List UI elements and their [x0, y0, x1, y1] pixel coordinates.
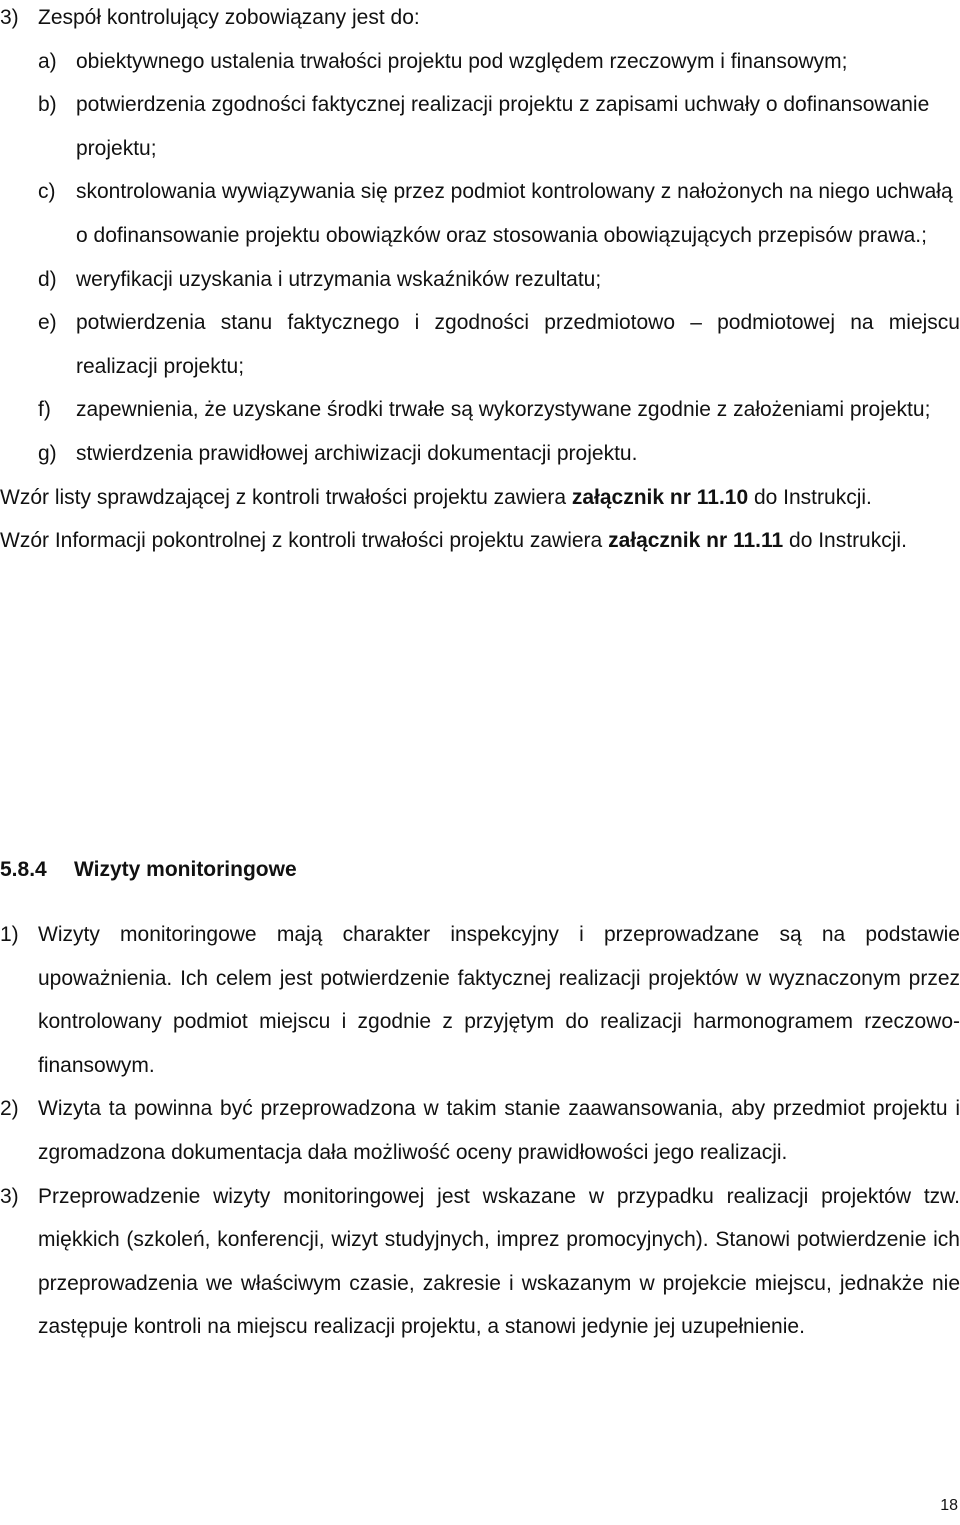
item-text: Zespół kontrolujący zobowiązany jest do: [38, 6, 420, 29]
sub-item-text: stwierdzenia prawidłowej archiwizacji dokumentacji projektu. [76, 441, 638, 465]
sub-item-marker: b) [38, 93, 57, 117]
sub-item-text: zapewnienia, że uzyskane środki trwałe są wykorzystywane zgodnie z założeniami projektu; [76, 398, 931, 422]
sub-item-marker: f) [38, 398, 51, 422]
item-marker: 3) [0, 6, 19, 29]
sub-item-d [0, 258, 960, 302]
control-team-section [0, 0, 960, 563]
attachment-reference: załącznik nr 11.10 [571, 485, 749, 509]
section-heading [0, 848, 297, 892]
paragraph-text: do Instrukcji. [783, 529, 907, 553]
sub-item-text: skontrolowania wywiązywania się przez podmiot kontrolowany z nałożonych na niego uchwałą o dofinansowanie projektu obowiązków oraz stosowania obowiązujących przepisów prawa.; [76, 180, 953, 247]
numbered-item-3 [0, 0, 960, 40]
item-text: Wizyty monitoringowe mają charakter inspekcyjny i przeprowadzane są na podstawie upoważnienia. Ich celem jest potwierdzenie faktycznej realizacji projektów w wyznaczonym przez kontrolowany podmiot miejscu i zgodnie z przyjętym do realizacji harmonogramem rzeczowo-finansowym. [38, 923, 960, 1077]
sub-item-marker: g) [38, 441, 57, 465]
sub-item-c [0, 170, 960, 257]
paragraph-text: do Instrukcji. [748, 485, 872, 509]
sub-item-f [0, 388, 960, 432]
sub-item-text: potwierdzenia zgodności faktycznej realizacji projektu z zapisami uchwały o dofinansowanie projektu; [76, 93, 930, 160]
monitoring-item-1 [0, 913, 960, 1087]
item-marker: 3) [0, 1184, 19, 1208]
paragraph-text: Wzór Informacji pokontrolnej z kontroli trwałości projektu zawiera [0, 529, 609, 553]
sub-item-marker: a) [38, 49, 57, 73]
sub-item-marker: c) [38, 180, 56, 204]
sub-item-e [0, 301, 960, 388]
monitoring-item-2 [0, 1087, 960, 1174]
page-number: 18 [940, 1497, 958, 1514]
sub-item-g [0, 432, 960, 476]
sub-item-text: weryfikacji uzyskania i utrzymania wskaźników rezultatu; [76, 267, 602, 291]
report-template-paragraph [0, 519, 960, 563]
heading-title: Wizyty monitoringowe [74, 858, 297, 881]
attachment-reference: załącznik nr 11.11 [608, 529, 784, 553]
item-marker: 1) [0, 923, 19, 946]
sub-item-marker: d) [38, 267, 57, 291]
sub-list [0, 40, 960, 476]
sub-item-marker: e) [38, 311, 57, 335]
checklist-template-paragraph [0, 476, 960, 520]
item-text: Przeprowadzenie wizyty monitoringowej jest wskazane w przypadku realizacji projektów tzw. miękkich (szkoleń, konferencji, wizyt studyjnych, imprez promocyjnych). Stanowi potwierdzenie ich przeprowadzenia we właściwym czasie, zakresie i wskazanym w projekcie miejscu, jednakże nie zastępuje kontroli na miejscu realizacji projektu, a stanowi jedynie jej uzupełnienie. [38, 1184, 960, 1339]
monitoring-visits-list [0, 913, 960, 1349]
item-text: Wizyta ta powinna być przeprowadzona w takim stanie zaawansowania, aby przedmiot projektu i zgromadzona dokumentacja dała możliwość oceny prawidłowości jego realizacji. [38, 1097, 960, 1164]
paragraph-text: Wzór listy sprawdzającej z kontroli trwałości projektu zawiera [0, 485, 572, 509]
sub-item-b [0, 83, 960, 170]
sub-item-text: obiektywnego ustalenia trwałości projektu pod względem rzeczowym i finansowym; [76, 49, 848, 73]
monitoring-item-3 [0, 1175, 960, 1349]
sub-item-a [0, 40, 960, 84]
item-marker: 2) [0, 1097, 19, 1121]
sub-item-text: potwierdzenia stanu faktycznego i zgodności przedmiotowo – podmiotowej na miejscu realizacji projektu; [76, 311, 960, 378]
heading-number: 5.8.4 [0, 858, 47, 881]
